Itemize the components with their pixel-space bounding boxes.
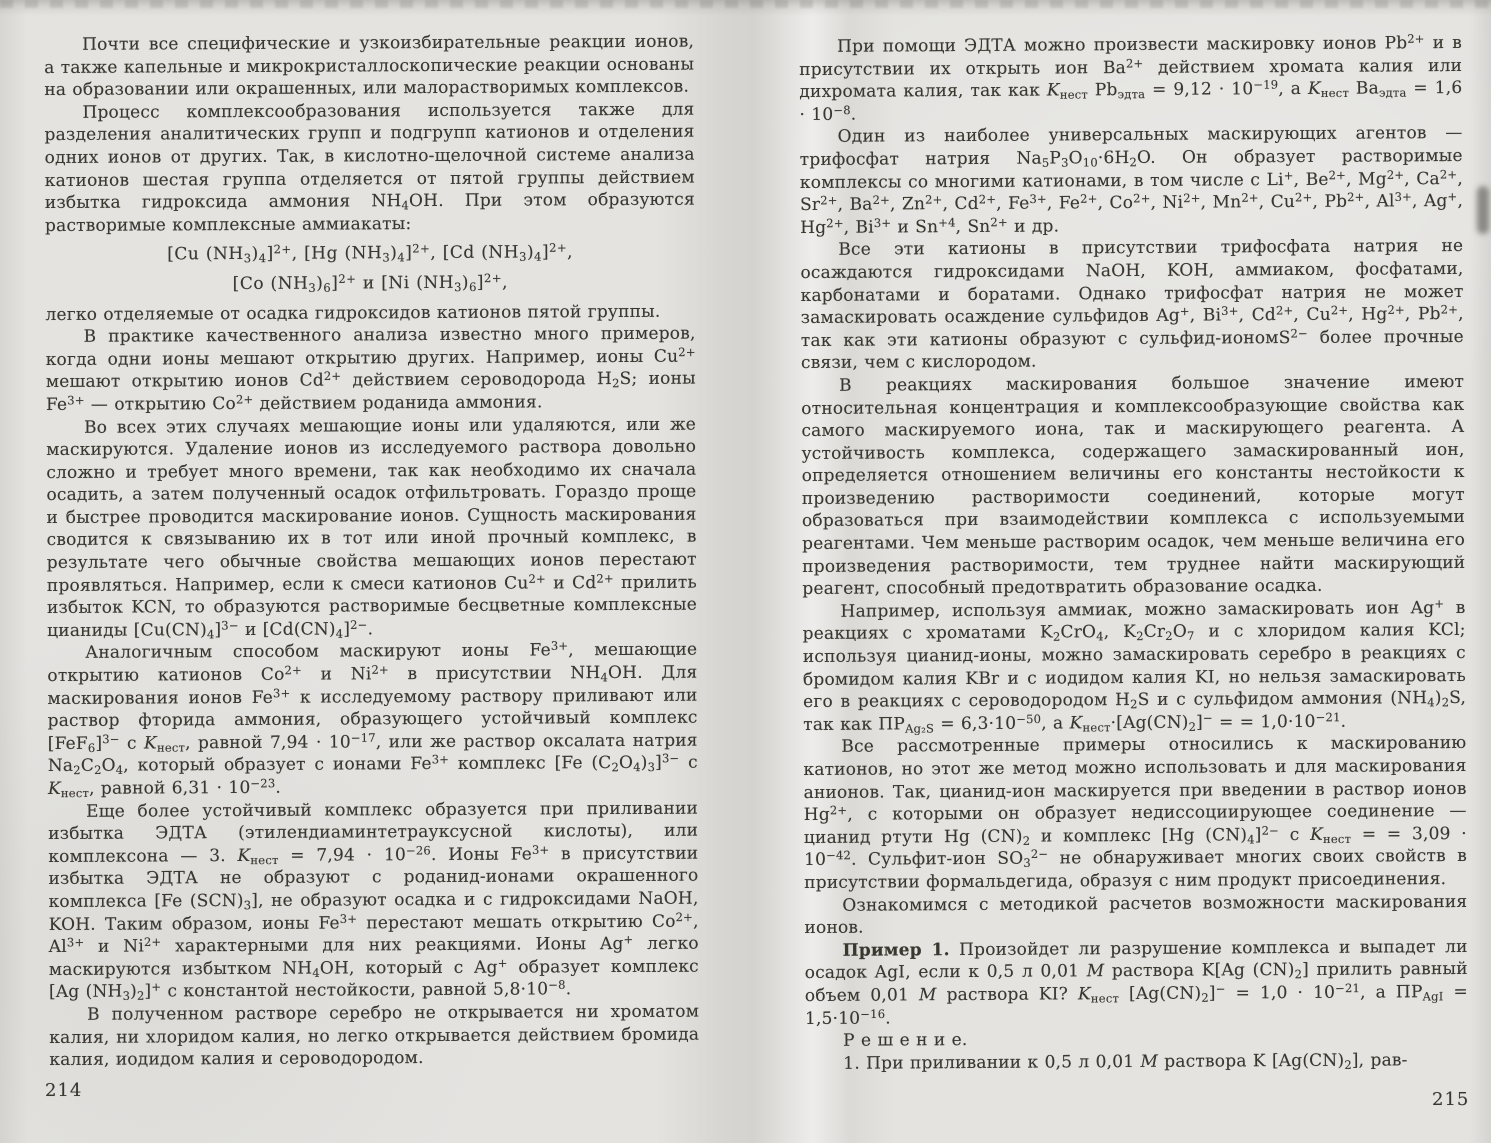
scan-edge-smudge [1477, 186, 1489, 234]
scan-top-showthrough [0, 0, 1491, 8]
paragraph: Аналогичным способом маскируют ионы $Fe^{3+}$, мешающие открытию катионов $Co^{2+}$ и $Ni^{2+}$ в присутствии $NH_4OH$. Для маскирования ионов $Fe^{3+}$ к исследуемому раствору приливают или раствор фторида аммония, образующего устойчивый комплекс $[FeF_6]^{3-}$ с $K_{нест}$, равной $7,94 \cdot 10^{-17}$, или же раствор оксалата натрия $Na_2C_2O_4$, который образует с ионами $Fe^{3+}$ комплекс [Fe $(C_2O_4)_3]^{3-}$ с $K_{нест}$, равной $6,31 \cdot 10^{-23}$. [47, 639, 698, 801]
page-214-text-block [44, 31, 699, 1072]
paragraph: Все эти катионы в присутствии трифосфата натрия не осаждаются гидроксидами NaOH, KOH, аммиаком, фосфатами, карбонатами и боратами. Однако трифосфат натрия не может замаскировать осаждение сульфидов Ag+, $Bi^{3+}$, $Cd^{2+}$, $Cu^{2+}$, $Hg^{2+}$, $Pb^{2+}$, так как эти катионы образуют с сульфид-иономS$^{2-}$ более прочные связи, чем с кислородом. [800, 236, 1464, 374]
paragraph: При помощи ЭДТА можно произвести маскировку ионов $Pb^{2+}$ и в присутствии их открыть ион $Ba^{2+}$ действием хромата калия или дихромата калия, так как $K_{нест}$ $Pb_{эдта} = 9,12 \cdot 10^{-19}$, а $K_{нест}$ $Ba_{эдта} = 1,6 \cdot 10^{-8}$. [799, 31, 1463, 125]
paragraph: Например, используя аммиак, можно замаскировать ион Ag+ в реакциях с хроматами $K_2CrO_4$, $K_2Cr_2O_7$ и с хлоридом калия KCl; используя цианид-ионы, можно замаскировать серебро в реакциях с бромидом калия KBr и с иодидом калия KI, но нельзя замаскировать его в реакциях с сероводородом $H_2S$ и с сульфидом аммония $(NH_4)_2S$, так как $ПР_{Ag_2S} = 6,3\cdot 10^{-50}$, а $K_{нест}\cdot[Ag(CN)_2]^-$ = = $1,0\cdot 10^{-21}$. [802, 596, 1467, 736]
page-number-left: 214 [45, 1080, 83, 1101]
formula-line: [Cu $(NH_3)_4]^{2+}$, [Hg $(NH_3)_4]^{2+}$, [Cd $(NH_3)_4]^{2+}$, [167, 241, 574, 266]
page-215-text-block [799, 32, 1468, 1075]
paragraph: Почти все специфические и узкоизбирательные реакции ионов, а также капельные и микрокристаллоскопические реакции основаны на образовании или окрашенных, или малорастворимых комплексов. [44, 31, 695, 101]
paragraph: В полученном растворе серебро не открывается ни хроматом калия, ни хлоридом калия, но легко открывается действием бромида калия, иодидом калия и сероводородом. [49, 1001, 700, 1071]
paragraph: Ознакомимся с методикой расчетов возможности маскирования ионов. [804, 891, 1468, 939]
example-1: Пример 1. Произойдет ли разрушение комплекса и выпадет ли осадок AgI, если к 0,5 л 0,01 М раствора K[Ag $(CN)_2$] прилить равный объем 0,01 М раствора KI? $K_{нест}$ $[Ag(CN)_2]^- = 1,0 \cdot 10^{-21}$, а $ПР_{AgI} = 1,5\cdot 10^{-16}$. [804, 936, 1468, 1029]
paragraph: Процесс комплексообразования используется также для разделения аналитических групп и подгрупп катионов и отделения одних ионов от других. Так, в кислотно-щелочной системе анализа катионов шестая группа отделяется от пятой группы действием избытка гидроксида аммония $NH_4OH$. При этом образуются растворимые комплексные аммиакаты: [44, 99, 695, 236]
page-number-right: 215 [1432, 1089, 1470, 1110]
paragraph: легко отделяемые от осадка гидроксидов катионов пятой группы. [45, 301, 661, 325]
paragraph: 1. При приливании к 0,5 л 0,01 М раствора K $[Ag(CN)_2]$, рав- [843, 1050, 1408, 1074]
solution-label: Р е ш е н и е. [843, 1030, 968, 1051]
formula-line: [Co $(NH_3)_6]^{2+}$ и [Ni $(NH_3)_6]^{2+}$, [232, 270, 509, 295]
paragraph: В реакциях маскирования большое значение имеют относительная концентрация и комплексообразующие свойства как самого маскируемого иона, так и маскирующего реагента. А устойчивость комплекса, содержащего замаскированный ион, определяется отношением величины его константы нестойкости к произведению растворимости соединений, которые могут образоваться при взаимодействии комплекса с используемыми реагентами. Чем меньше растворим осадок, чем меньше величина его произведения растворимости, тем труднее найти маскирующий реагент, способный предотвратить образование осадка. [801, 371, 1466, 600]
paragraph: Один из наиболее универсальных маскирующих агентов — трифосфат натрия $Na_5P_3O_{10}\cdot 6H_2O$. Он образует растворимые комплексы со многими катионами, в том числе с Li+, $Be^{2+}$, $Mg^{2+}$, $Ca^{2+}$, $Sr^{2+}$, $Ba^{2+}$, $Zn^{2+}$, $Cd^{2+}$, $Fe^{3+}$, $Fe^{2+}$, $Co^{2+}$, $Ni^{2+}$, $Mn^{2+}$, $Cu^{2+}$, $Pb^{2+}$, $Al^{3+}$, Ag+, $Hg^{2+}$, $Bi^{3+}$ и $Sn^{+4}$, $Sn^{2+}$ и др. [799, 123, 1464, 238]
paragraph: Во всех этих случаях мешающие ионы или удаляются, или же маскируются. Удаление ионов из исследуемого раствора довольно сложно и требует много времени, так как необходимо их сначала осадить, а затем полученный осадок отфильтровать. Гораздо проще и быстрее проводится маскирование ионов. Сущность маскирования сводится к связыванию их в тот или иной прочный комплекс, в результате чего обычные свойства мешающих ионов перестают проявляться. Например, если к смеси катионов $Cu^{2+}$ и $Cd^{2+}$ прилить избыток KCN, то образуются растворимые бесцветные комплексные цианиды $[Cu(CN)_4]^{3-}$ и $[Cd(CN)_4]^{2-}$. [46, 414, 698, 642]
paragraph: Еще более устойчивый комплекс образуется при приливании избытка ЭДТА (этилендиаминтетрауксусной кислоты), или комплексона — 3. $K_{нест} = 7,94 \cdot 10^{-26}$. Ионы $Fe^{3+}$ в присутствии избытка ЭДТА не образуют с роданид-ионами окрашенного комплекса [Fe $(SCN)_3$], не образуют осадка и с гидроксидами NaOH, KOH. Таким образом, ионы $Fe^{3+}$ перестают мешать открытию $Co^{2+}$, $Al^{3+}$ и $Ni^{2+}$ характерными для них реакциями. Ионы Ag+ легко маскируются избытком $NH_4OH$, который с Ag+ образует комплекс [Ag $(NH_3)_2]^+$ с константой нестойкости, равной $5,8\cdot 10^{-8}$. [48, 798, 699, 1004]
paragraph: В практике качественного анализа известно много примеров, когда одни ионы мешают открытию других. Например, ионы $Cu^{2+}$ мешают открытию ионов $Cd^{2+}$ действием сероводорода $H_2S$; ионы $Fe^{3+}$ — открытию $Co^{2+}$ действием роданида аммония. [45, 323, 696, 415]
paragraph: Все рассмотренные примеры относились к маскированию катионов, но этот же метод можно использовать и для маскирования анионов. Так, цианид-ион маскируется при введении в раствор ионов $Hg^{2+}$, с которыми он образует недиссоциирующее соединение — цианид ртути Hg $(CN)_2$ и комплекс [Hg $(CN)_4]^{2-}$ с $K_{нест}$ = = $3,09 \cdot 10^{-42}$. Сульфит-ион $SO_3^{2-}$ не обнаруживает многих своих свойств в присутствии формальдегида, образуя с ним продукт присоединения. [803, 733, 1468, 893]
paragraph-lead: Пример 1. [842, 939, 950, 961]
